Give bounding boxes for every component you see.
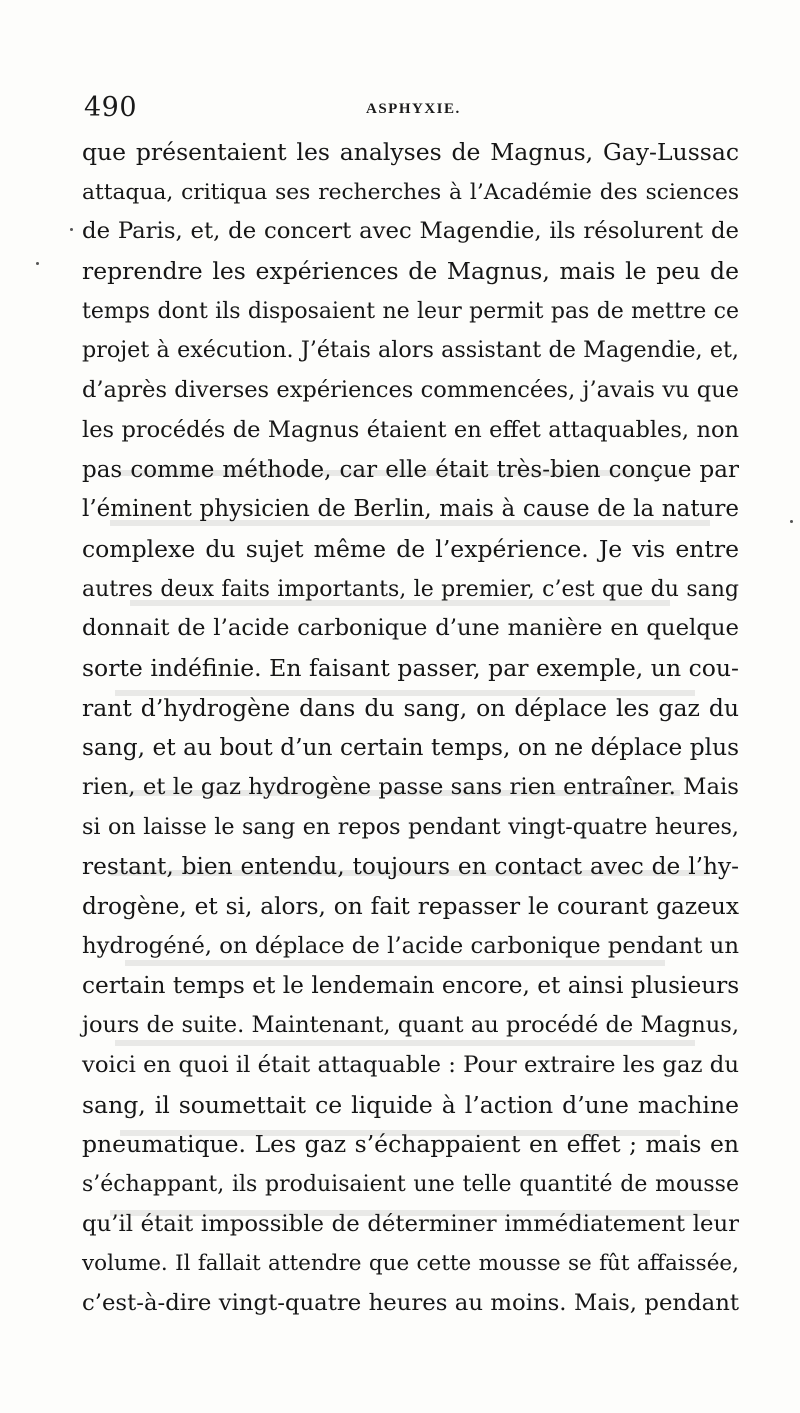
text-line: reprendre les expériences de Magnus, mais le peu de xyxy=(82,257,739,286)
text-line: les procédés de Magnus étaient en effet attaquables, non xyxy=(82,416,739,443)
text-line: drogène, et si, alors, on fait repasser le courant gazeux xyxy=(82,893,739,921)
page-header xyxy=(84,92,744,132)
text-line: pneumatique. Les gaz s’échappaient en effet ; mais en xyxy=(82,1130,739,1159)
text-line: sang, il soumettait ce liquide à l’action d’une machine xyxy=(82,1090,739,1119)
text-line: volume. Il fallait attendre que cette mousse se fût affaissée, xyxy=(82,1251,739,1277)
text-line: hydrogéné, on déplace de l’acide carbonique pendant un xyxy=(82,932,739,959)
text-line: d’après diverses expériences commencées, j’avais vu que xyxy=(82,377,739,404)
text-line: qu’il était impossible de déterminer immédiatement leur xyxy=(82,1210,739,1237)
text-line: jours de suite. Maintenant, quant au procédé de Magnus, xyxy=(82,1012,739,1039)
text-line: attaqua, critiqua ses recherches à l’Académie des sciences xyxy=(82,179,739,205)
paper-speck xyxy=(36,262,39,265)
text-line: autres deux faits importants, le premier, c’est que du sang xyxy=(82,576,739,602)
text-line: l’éminent physicien de Berlin, mais à cause de la nature xyxy=(82,496,739,523)
body-text xyxy=(82,133,739,1324)
text-line: s’échappant, ils produisaient une telle quantité de mousse xyxy=(82,1171,739,1197)
text-line: de Paris, et, de concert avec Magendie, ils résolurent de xyxy=(82,218,739,245)
paper-speck xyxy=(790,520,793,523)
text-line: rant d’hydrogène dans du sang, on déplace les gaz du xyxy=(82,693,739,722)
text-line: sorte indéfinie. En faisant passer, par exemple, un cou- xyxy=(82,653,739,682)
text-line: donnait de l’acide carbonique d’une manière en quelque xyxy=(82,615,739,642)
text-line: projet à exécution. J’étais alors assistant de Magendie, et, xyxy=(82,337,739,364)
paper-speck xyxy=(70,228,73,231)
text-line: temps dont ils disposaient ne leur permit pas de mettre ce xyxy=(82,298,739,324)
page-number: 490 xyxy=(84,92,138,123)
text-line: sang, et au bout d’un certain temps, on ne déplace plus xyxy=(82,734,739,762)
text-line: rien, et le gaz hydrogène passe sans rien entraîner. Mais xyxy=(82,774,739,800)
text-line: si on laisse le sang en repos pendant vingt-quatre heures, xyxy=(82,813,739,840)
text-line: pas comme méthode, car elle était très-bien conçue par xyxy=(82,456,739,483)
text-line: c’est-à-dire vingt-quatre heures au moins. Mais, pendant xyxy=(82,1289,739,1316)
text-line: complexe du sujet même de l’expérience. Je vis entre xyxy=(82,534,739,563)
text-line: que présentaient les analyses de Magnus, Gay-Lussac xyxy=(82,138,739,166)
running-head: ASPHYXIE. xyxy=(366,101,461,117)
text-line: voici en quoi il était attaquable : Pour extraire les gaz du xyxy=(82,1051,739,1078)
text-line: restant, bien entendu, toujours en contact avec de l’hy- xyxy=(82,853,739,881)
text-line: certain temps et le lendemain encore, et ainsi plusieurs xyxy=(82,972,740,1000)
